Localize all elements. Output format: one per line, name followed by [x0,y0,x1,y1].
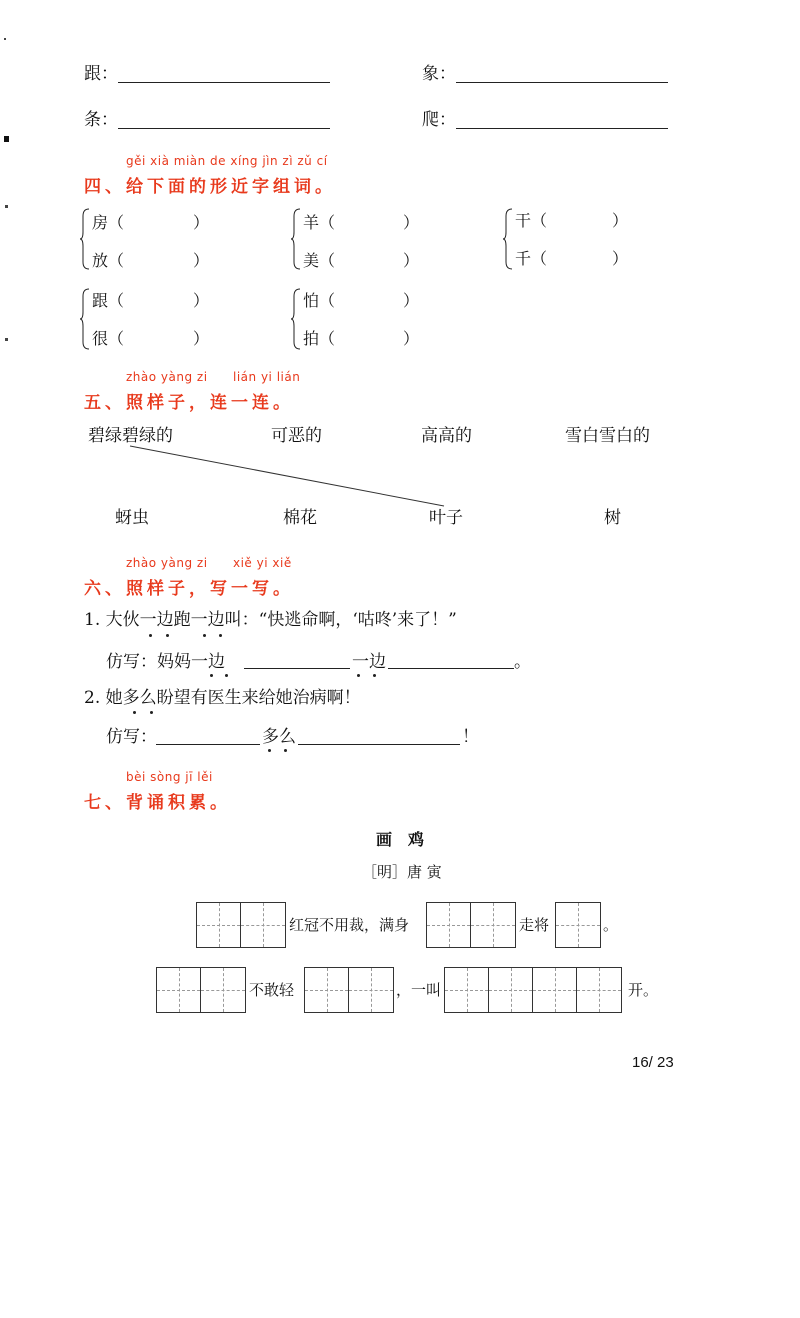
emphasis-dot [373,674,376,677]
grid-cell[interactable] [533,968,577,1012]
paren-close: ） [403,251,420,270]
writing-grid-4[interactable] [444,967,622,1013]
char-label: 干（ [515,211,548,230]
grid-cell[interactable] [201,968,245,1012]
match-bottom-item[interactable]: 树 [604,508,621,528]
answer-line[interactable] [388,668,514,669]
page-number: 16/ 23 [632,1054,674,1071]
grid-cell[interactable] [241,903,285,947]
paren-close: ） [193,213,210,232]
item-label: 跟： [84,64,118,84]
paren-close: ） [193,251,210,270]
grid-cell[interactable] [556,903,600,947]
answer-line[interactable] [156,744,260,745]
poem-line1-text-b: 走将 [519,916,550,934]
section-pinyin: lián yi lián [233,370,301,384]
emphasis-dot [166,634,169,637]
imitation-1-prefix: 仿写：妈妈一边 [106,652,225,672]
imitation-1-mid: 一边 [352,652,386,672]
grid-cell[interactable] [577,968,621,1012]
char-label: 很（ [92,329,125,348]
imitation-1-end: 。 [514,652,531,672]
char-label: 美（ [303,251,336,270]
grid-cell[interactable] [427,903,471,947]
emphasis-dot [150,711,153,714]
question-2: 2. 她多么盼望有医生来给她治病啊！ [84,688,361,708]
section-pinyin: gěi xià miàn de xíng jìn zì zǔ cí [126,154,328,168]
paren-close: ） [612,249,629,268]
section-heading: 六、照样子，写一写。 [84,579,294,599]
char-label: 放（ [92,251,125,270]
match-top-item[interactable]: 碧绿碧绿的 [88,426,173,446]
poem-title: 画 鸡 [376,830,425,849]
emphasis-dot [219,634,222,637]
poem-line1-text-a: 红冠不用裁，满身 [289,916,410,934]
char-label: 羊（ [303,213,336,232]
item-label: 爬： [422,110,456,130]
answer-line[interactable] [244,668,350,669]
grid-cell[interactable] [471,903,515,947]
paren-close: ） [193,291,210,310]
grid-cell[interactable] [305,968,349,1012]
item-label: 条： [84,110,118,130]
emphasis-dot [357,674,360,677]
poem-line2-text-a: 不敢轻 [249,981,295,999]
char-label: 跟（ [92,291,125,310]
poem-author: ［明］唐 寅 [362,863,442,881]
emphasis-dot [203,634,206,637]
grid-cell[interactable] [349,968,393,1012]
char-label: 怕（ [303,291,336,310]
section-heading: 四、给下面的形近字组词。 [84,177,336,197]
emphasis-dot [149,634,152,637]
example-connection-line [0,0,800,520]
imitation-2-end: ！ [462,727,479,747]
char-label: 房（ [92,213,125,232]
section-pinyin: zhào yàng zi [126,370,208,384]
poem-line1-end: 。 [603,916,619,934]
match-top-item[interactable]: 可恶的 [271,426,322,446]
section-heading: 五、照样子，连一连。 [84,393,294,413]
char-label: 千（ [515,249,548,268]
char-label: 拍（ [303,329,336,348]
paren-close: ） [193,329,210,348]
match-bottom-item[interactable]: 叶子 [429,508,463,528]
grid-cell[interactable] [197,903,241,947]
match-top-item[interactable]: 雪白雪白的 [565,426,650,446]
section-heading: 七、背诵积累。 [84,793,231,813]
emphasis-dot [225,674,228,677]
item-label: 象： [422,64,456,84]
section-pinyin: bèi sòng jī lěi [126,770,213,784]
writing-grid-2[interactable] [304,967,394,1013]
paren-close: ） [403,329,420,348]
match-bottom-item[interactable]: 蚜虫 [115,508,149,528]
poem-line2-end: 开。 [628,981,659,999]
section-pinyin: xiě yi xiě [233,556,292,570]
grid-cell[interactable] [445,968,489,1012]
paren-close: ） [403,291,420,310]
poem-line2-text-b: ，一叫 [396,981,442,999]
match-bottom-item[interactable]: 棉花 [283,508,317,528]
writing-grid-2[interactable] [156,967,246,1013]
match-top-item[interactable]: 高高的 [421,426,472,446]
emphasis-dot [284,749,287,752]
paren-close: ） [612,211,629,230]
writing-grid-2[interactable] [196,902,286,948]
question-1: 1. 大伙一边跑一边叫：“快逃命啊，‘咕咚’来了！” [84,610,457,630]
grid-cell[interactable] [489,968,533,1012]
imitation-2-mid: 多么 [262,727,296,747]
emphasis-dot [133,711,136,714]
emphasis-dot [210,674,213,677]
section-pinyin: zhào yàng zi [126,556,208,570]
emphasis-dot [268,749,271,752]
writing-grid-2[interactable] [426,902,516,948]
paren-close: ） [403,213,420,232]
writing-grid-1[interactable] [555,902,601,948]
answer-line[interactable] [298,744,460,745]
imitation-2-prefix: 仿写： [106,727,157,747]
grid-cell[interactable] [157,968,201,1012]
